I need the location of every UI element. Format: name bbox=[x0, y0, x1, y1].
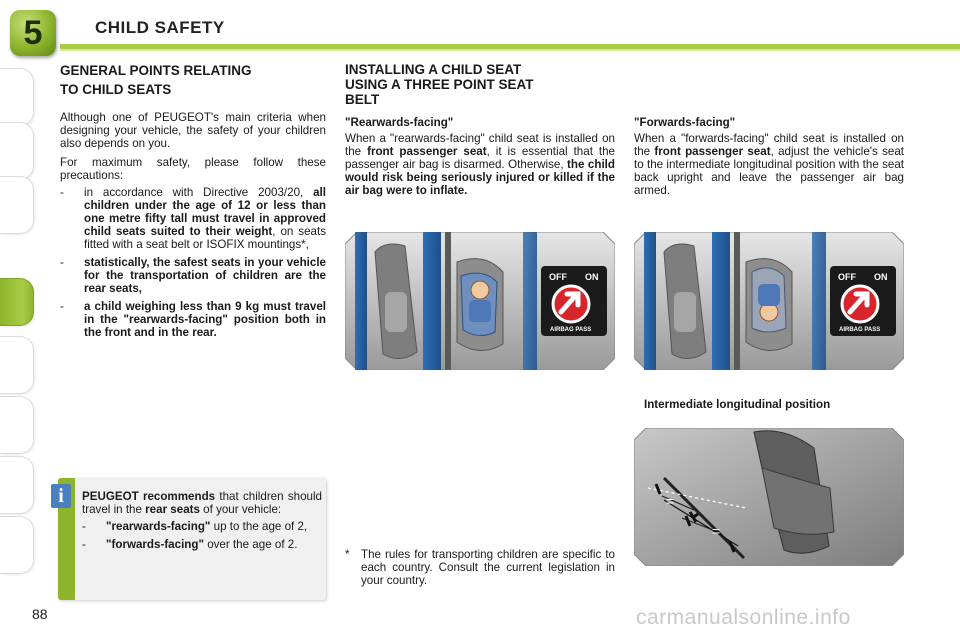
precautions-intro: For maximum safety, please follow these precautions: bbox=[60, 156, 326, 182]
switch-on-label: ON bbox=[585, 272, 599, 282]
watermark: carmanualsonline.info bbox=[636, 606, 851, 629]
list-item: - "rearwards-facing" up to the age of 2, bbox=[82, 520, 308, 533]
seat-position-caption: Intermediate longitudinal position bbox=[644, 398, 831, 411]
switch-off-label: OFF bbox=[838, 272, 856, 282]
rearwards-heading: "Rearwards-facing" bbox=[345, 116, 454, 129]
side-tab-active[interactable] bbox=[0, 278, 34, 326]
side-tab-2[interactable] bbox=[0, 122, 34, 180]
list-item: - a child weighing less than 9 kg must travel in the "rearwards-facing" position both in the front and in the rear. bbox=[60, 300, 326, 339]
switch-on-label: ON bbox=[874, 272, 888, 282]
side-tab-5[interactable] bbox=[0, 336, 34, 394]
recommendation-text: PEUGEOT recommends that children should travel in the rear seats of your vehicle: - "rearwards-facing" up to the age of 2, - "forwards-facing" over the age of 2. bbox=[82, 490, 322, 551]
side-tab-1[interactable] bbox=[0, 68, 34, 126]
switch-caption: AIRBAG PASS bbox=[839, 327, 881, 333]
switch-off-label: OFF bbox=[549, 272, 567, 282]
header-rule bbox=[60, 44, 960, 52]
svg-text:=: = bbox=[712, 523, 721, 539]
list-item: - in accordance with Directive 2003/20, all children under the age of 12 or less than one metre fifty tall must travel in approved child seats suited to their weight, on seats fitted with a seat belt or ISOFIX mountings*, bbox=[60, 186, 326, 251]
info-icon: i bbox=[51, 484, 71, 508]
side-tab-8[interactable] bbox=[0, 516, 34, 574]
header-bar bbox=[0, 0, 960, 62]
page-title: CHILD SAFETY bbox=[95, 18, 225, 37]
side-tab-3[interactable] bbox=[0, 176, 34, 234]
chapter-badge: 5 bbox=[10, 10, 56, 56]
installing-heading: INSTALLING A CHILD SEAT USING A THREE POINT SEAT BELT bbox=[345, 62, 534, 107]
side-tab-6[interactable] bbox=[0, 396, 34, 454]
page-number: 88 bbox=[32, 606, 48, 622]
forwards-paragraph: When a "forwards-facing" child seat is installed on the front passenger seat, adjust the vehicle's seat to the intermediate longitudinal position with the seat back upright and leave the passenger air bag armed. bbox=[634, 132, 904, 197]
switch-caption: AIRBAG PASS bbox=[550, 327, 592, 333]
precautions-list bbox=[60, 186, 326, 344]
seat-position-illustration bbox=[634, 428, 904, 566]
rearwards-paragraph: When a "rearwards-facing" child seat is installed on the front passenger seat, it is essential that the passenger air bag is disarmed. Otherwise, the child would risk being seriously injured or killed if the air bag were to inflate. bbox=[345, 132, 615, 197]
list-item: - statistically, the safest seats in your vehicle for the transportation of children are the rear seats, bbox=[60, 256, 326, 295]
intro-paragraph: Although one of PEUGEOT's main criteria when designing your vehicle, the safety of your children also depends on you. bbox=[60, 111, 326, 150]
list-item: - "forwards-facing" over the age of 2. bbox=[82, 538, 298, 551]
rearwards-illustration bbox=[345, 232, 615, 370]
footnote: * The rules for transporting children are specific to each country. Consult the current legislation in your country. bbox=[345, 548, 615, 587]
forwards-illustration bbox=[634, 232, 904, 370]
svg-text:=: = bbox=[666, 493, 675, 509]
general-heading: GENERAL POINTS RELATING TO CHILD SEATS bbox=[60, 63, 252, 97]
forwards-heading: "Forwards-facing" bbox=[634, 116, 736, 129]
side-tab-7[interactable] bbox=[0, 456, 34, 514]
